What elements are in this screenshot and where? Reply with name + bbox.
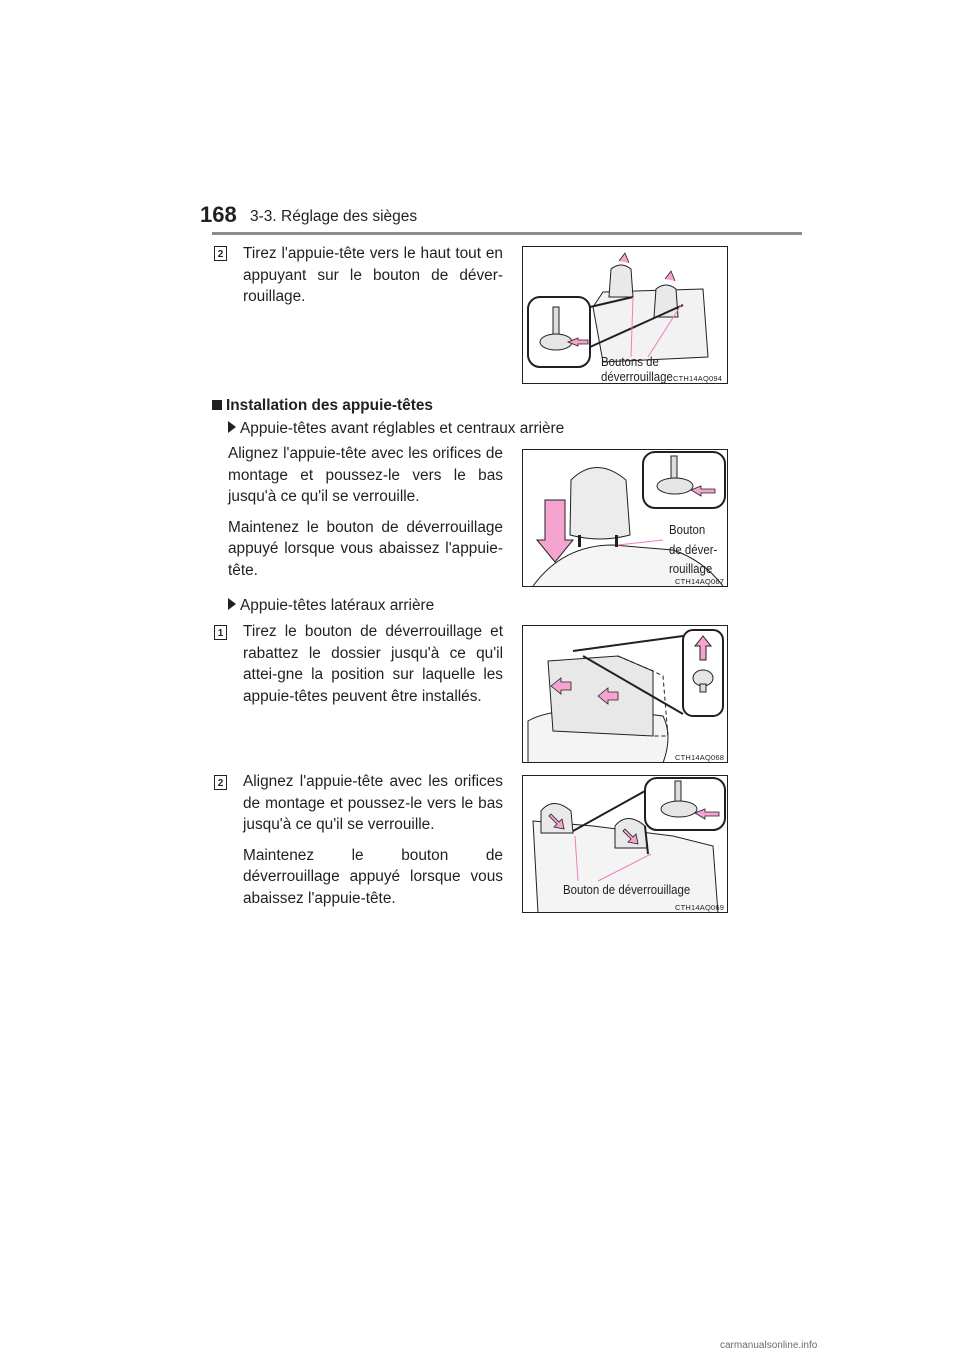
figure-1-label: Boutons de déverrouillage — [601, 354, 673, 384]
square-bullet-icon — [212, 400, 222, 410]
installation-heading: Installation des appuie-têtes — [212, 397, 433, 415]
step-badge-2-install: 2 — [214, 775, 227, 790]
figure-1-code: CTH14AQ094 — [673, 374, 723, 383]
watermark: carmanualsonline.info — [720, 1340, 818, 1351]
figure-2-label-line3: rouillage — [669, 561, 713, 576]
figure-2-code: CTH14AQ067 — [675, 577, 725, 586]
figure-fold-seat — [522, 625, 728, 763]
section-title: 3-3. Réglage des sièges — [250, 208, 418, 225]
figure-side-install — [522, 775, 728, 913]
figure-fold-seat-drawing — [523, 626, 728, 763]
figure-3-code: CTH14AQ068 — [675, 753, 725, 762]
step-2-install-text: Alignez l'appuie-tête avec les orifices de montage et poussez-le vers le bas jusqu'à ce qu'il se verrouille. Maintenez le bouton de déverrouillage appuyé lorsque vous abaissez l'appuie-tête. — [243, 773, 503, 907]
figure-removal — [522, 246, 728, 384]
triangle-bullet-icon — [228, 598, 236, 610]
figure-2-label-line1: Bouton — [669, 522, 706, 537]
page-number: 168 — [200, 202, 237, 227]
step-badge-2: 2 — [214, 246, 227, 261]
header-divider — [212, 232, 802, 235]
figure-4-code: CTH14AQ069 — [675, 903, 725, 912]
figure-front-install — [522, 449, 728, 587]
sub-heading-front: Appuie-têtes avant réglables et centraux arrière — [228, 420, 564, 438]
step-1-text: Tirez le bouton de déverrouillage et rabattez le dossier jusqu'à ce qu'il attei-gne la position sur laquelle les appuie-têtes peuvent être installés. — [243, 623, 503, 705]
sub-heading-side: Appuie-têtes latéraux arrière — [228, 597, 434, 615]
figure-4-label: Bouton de déverrouillage — [563, 882, 691, 897]
triangle-bullet-icon — [228, 421, 236, 433]
step-2-text: Tirez l'appuie-tête vers le haut tout en appuyant sur le bouton de déver-rouillage. — [243, 245, 503, 305]
step-badge-1: 1 — [214, 625, 227, 640]
front-install-text: Alignez l'appuie-tête avec les orifices de montage et poussez-le vers le bas jusqu'à ce qu'il se verrouille. Maintenez le bouton de déverrouillage appuyé lorsque vous abaissez l'appuie-tête. — [228, 445, 503, 579]
figure-2-label-line2: de déver- — [669, 542, 718, 557]
